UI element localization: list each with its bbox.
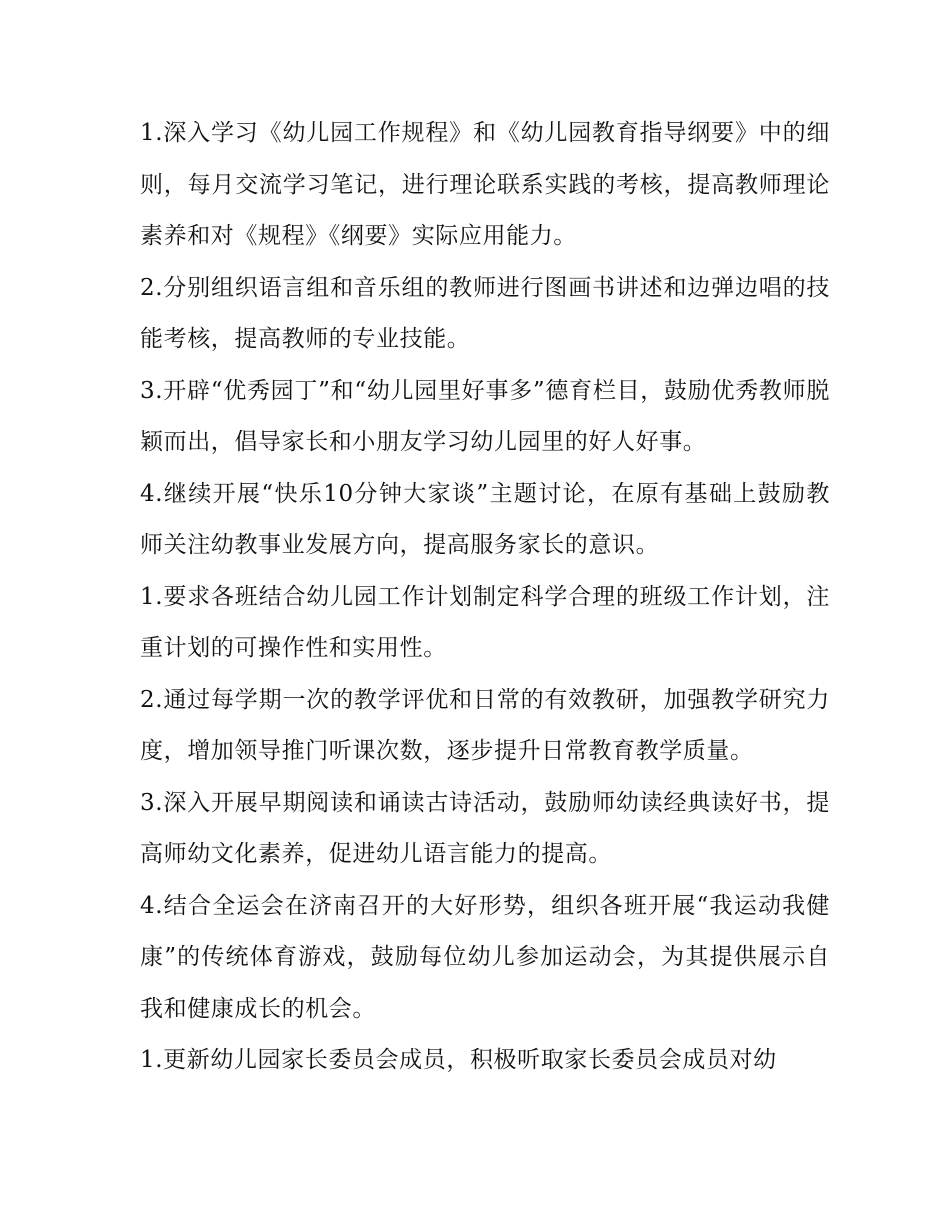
document-body [140,108,830,1087]
paragraph-moral-column: 3.开辟“优秀园丁”和“幼儿园里好事多”德育栏目，鼓励优秀教师脱颖而出，倡导家长和小朋友学习幼儿园里的好人好事。 [140,377,830,455]
paragraph-study-regulations: 1.深入学习《幼儿园工作规程》和《幼儿园教育指导纲要》中的细则，每月交流学习笔记，进行理论联系实践的考核，提高教师理论素养和对《规程》《纲要》实际应用能力。 [140,120,830,249]
paragraph-sports-games: 4.结合全运会在济南召开的大好形势，组织各班开展“我运动我健康”的传统体育游戏，鼓励每位幼儿参加运动会，为其提供展示自我和健康成长的机会。 [140,892,830,1022]
paragraph-early-reading: 3.深入开展早期阅读和诵读古诗活动，鼓励师幼读经典读好书，提高师幼文化素养，促进幼儿语言能力的提高。 [140,789,830,867]
paragraph-teaching-research: 2.通过每学期一次的教学评优和日常的有效教研，加强教学研究力度，增加领导推门听课次数，逐步提升日常教育教学质量。 [140,686,830,764]
paragraph-class-plan: 1.要求各班结合幼儿园工作计划制定科学合理的班级工作计划，注重计划的可操作性和实用性。 [140,583,830,661]
paragraph-skills-assessment: 2.分别组织语言组和音乐组的教师进行图画书讲述和边弹边唱的技能考核，提高教师的专业技能。 [140,274,830,352]
paragraph-parent-committee: 1.更新幼儿园家长委员会成员，积极听取家长委员会成员对幼 [140,1047,777,1073]
paragraph-topic-discussion: 4.继续开展“快乐10分钟大家谈”主题讨论，在原有基础上鼓励教师关注幼教事业发展方向，提高服务家长的意识。 [140,480,830,558]
